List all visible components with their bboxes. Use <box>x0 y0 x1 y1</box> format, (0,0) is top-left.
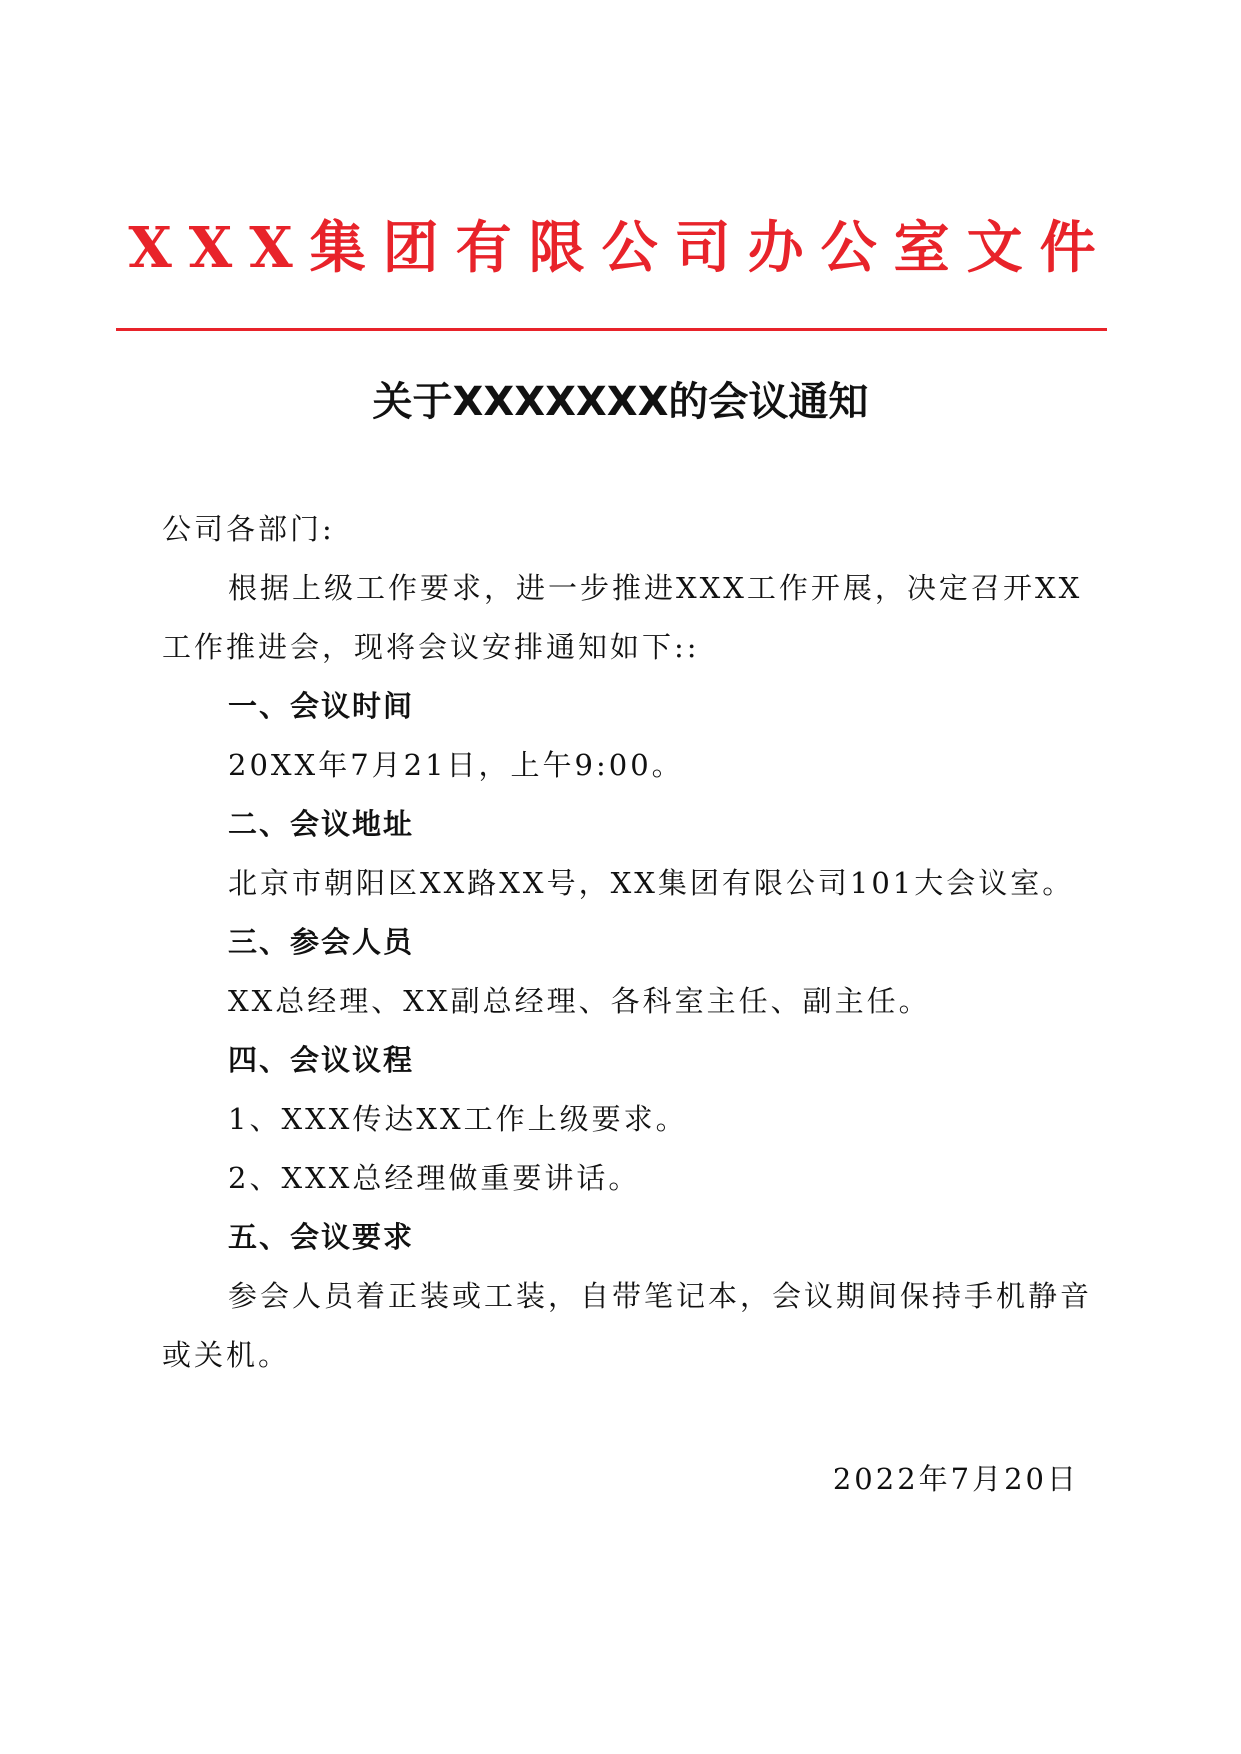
notice-title: 关于XXXXXXX的会议通知 <box>372 379 869 425</box>
section-heading-attendees: 三、参会人员 <box>228 925 415 959</box>
section-heading-time: 一、会议时间 <box>228 689 415 723</box>
org-header-title: XXX集团有限公司办公室文件 <box>128 215 1113 281</box>
salutation: 公司各部门: <box>162 512 335 546</box>
section-heading-agenda: 四、会议议程 <box>228 1043 415 1077</box>
header-red-rule <box>116 328 1107 331</box>
agenda-item-1: 1、XXX传达XX工作上级要求。 <box>228 1102 688 1136</box>
agenda-item-2: 2、XXX总经理做重要讲话。 <box>228 1161 641 1195</box>
requirements-paragraph: 参会人员着正装或工装，自带笔记本，会议期间保持手机静音或关机。 <box>162 1279 1093 1372</box>
section-line-address: 北京市朝阳区XX路XX号，XX集团有限公司101大会议室。 <box>228 866 1075 900</box>
intro-paragraph: 根据上级工作要求，进一步推进XXX工作开展，决定召开XX工作推进会，现将会议安排通知如下:: <box>162 571 1083 664</box>
section-heading-address: 二、会议地址 <box>228 807 415 841</box>
section-line-attendees: XX总经理、XX副总经理、各科室主任、副主任。 <box>228 984 931 1018</box>
section-heading-requirements: 五、会议要求 <box>228 1220 415 1254</box>
section-line-time: 20XX年7月21日，上午9:00。 <box>228 748 684 782</box>
document-body <box>162 500 1102 1385</box>
document-date: 2022年7月20日 <box>832 1462 1079 1496</box>
